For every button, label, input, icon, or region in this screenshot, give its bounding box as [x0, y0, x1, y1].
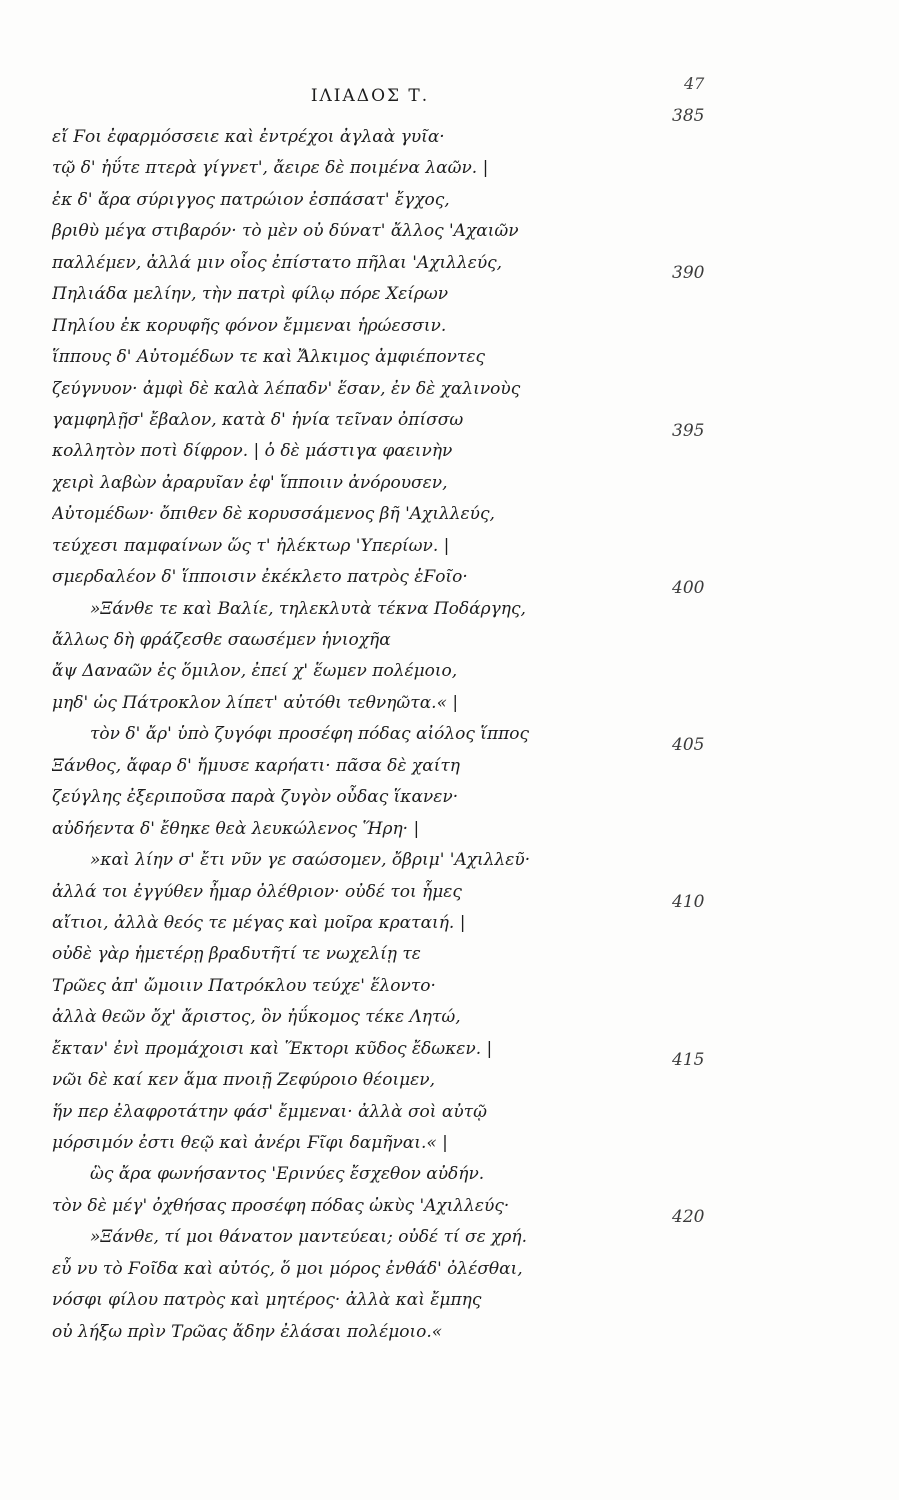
verse-line: ἀλλὰ θεῶν ὄχ' ἄριστος, ὃν ἠΰκομος τέκε Λητώ,	[52, 1007, 461, 1028]
verse-line: ἥν περ ἐλαφροτάτην φάσ' ἔμμεναι· ἀλλὰ σοὶ αὐτῷ	[52, 1101, 487, 1122]
verse-line: τῷ δ' ἠΰτε πτερὰ γίγνετ', ἄειρε δὲ ποιμένα λαῶν. |	[52, 158, 489, 179]
verse-line: μόρσιμόν ἐστι θεῷ καὶ ἀνέρι Ϝῖφι δαμῆναι.« |	[52, 1133, 448, 1153]
verse-line: βριθὺ μέγα στιβαρόν· τὸ μὲν οὐ δύνατ' ἄλλος 'Αχαιῶν	[52, 221, 519, 242]
running-head: ΙΛΙΑΔΟΣ Τ.	[310, 86, 430, 106]
verse-line: ἔκταν' ἐνὶ προμάχοισι καὶ Ἕκτορι κῦδος ἔδωκεν. |	[52, 1038, 493, 1059]
verse-line: παλλέμεν, ἀλλά μιν οἶος ἐπίστατο πῆλαι 'Αχιλλεύς,	[52, 252, 503, 273]
verse-line: χειρὶ λαβὼν ἀραρυῖαν ἐφ' ἵπποιιν ἀνόρουσεν,	[52, 472, 448, 493]
verse-line-number: 405	[672, 735, 705, 755]
verse-line: οὐ λήξω πρὶν Τρῶας ἄδην ἐλάσαι πολέμοιο.«	[52, 1321, 443, 1342]
verse-line: κολλητὸν ποτὶ δίφρον. | ὁ δὲ μάστιγα φαεινὴν	[52, 441, 453, 462]
verse-line: »καὶ λίην σ' ἔτι νῦν γε σαώσομεν, ὄβριμ' 'Αχιλλεῦ·	[90, 850, 531, 871]
verse-line: τὸν δὲ μέγ' ὀχθήσας προσέφη πόδας ὠκὺς 'Αχιλλεύς·	[52, 1195, 510, 1216]
verse-line: αὐδήεντα δ' ἔθηκε θεὰ λευκώλενος Ἥρη· |	[52, 818, 420, 839]
verse-line: εὖ νυ τὸ Ϝοῖδα καὶ αὐτός, ὅ μοι μόρος ἐνθάδ' ὀλέσθαι,	[52, 1258, 523, 1279]
verse-line: εἴ Ϝοι ἐφαρμόσσειε καὶ ἐντρέχοι ἀγλαὰ γυῖα·	[52, 127, 445, 147]
verse-line: ἵππους δ' Αὐτομέδων τε καὶ Ἄλκιμος ἀμφιέποντες	[52, 347, 485, 368]
verse-line-number: 420	[672, 1206, 705, 1227]
verse-line: τεύχεσι παμφαίνων ὥς τ' ἠλέκτωρ 'Υπερίων. |	[52, 535, 450, 556]
verse-line: »Ξάνθε τε καὶ Βαλίε, τηλεκλυτὰ τέκνα Ποδάργης,	[90, 598, 526, 619]
verse-line: »Ξάνθε, τί μοι θάνατον μαντεύεαι; οὐδέ τί σε χρή.	[90, 1227, 528, 1248]
verse-line: αἴτιοι, ἀλλὰ θεός τε μέγας καὶ μοῖρα κραταιή. |	[52, 912, 466, 933]
verse-line: οὐδὲ γὰρ ἡμετέρῃ βραδυτῆτί τε νωχελίῃ τε	[52, 944, 421, 965]
verse-line: ἀλλά τοι ἐγγύθεν ἦμαρ ὀλέθριον· οὐδέ τοι ἧμες	[52, 881, 462, 902]
verse-line: ἄλλως δὴ φράζεσθε σαωσέμεν ἡνιοχῆα	[52, 630, 391, 650]
verse-line-number: 385	[672, 106, 705, 126]
poem-text	[52, 122, 662, 1348]
verse-line: Ξάνθος, ἄφαρ δ' ἤμυσε καρήατι· πᾶσα δὲ χαίτη	[52, 755, 460, 776]
verse-line: ἄψ Δαναῶν ἐς ὅμιλον, ἐπεί χ' ἕωμεν πολέμοιο,	[52, 661, 458, 682]
verse-line: νῶι δὲ καί κεν ἅμα πνοιῇ Ζεφύροιο θέοιμεν,	[52, 1070, 436, 1091]
verse-line: Αὐτομέδων· ὄπιθεν δὲ κορυσσάμενος βῆ 'Αχιλλεύς,	[52, 504, 495, 525]
page-number: 47	[684, 74, 705, 93]
verse-line: ἐκ δ' ἄρα σύριγγος πατρώιον ἐσπάσατ' ἔγχος,	[52, 189, 450, 210]
verse-line: νόσφι φίλου πατρὸς καὶ μητέρος· ἀλλὰ καὶ ἔμπης	[52, 1290, 482, 1311]
verse-line: Τρῶες ἀπ' ὤμοιιν Πατρόκλου τεύχε' ἕλοντο·	[52, 975, 436, 996]
verse-line: μηδ' ὡς Πάτροκλον λίπετ' αὐτόθι τεθνηῶτα.« |	[52, 692, 459, 713]
verse-line: γαμφηλῇσ' ἔβαλον, κατὰ δ' ἡνία τεῖναν ὀπίσσω	[52, 409, 464, 430]
verse-line-number: 390	[672, 263, 705, 284]
verse-line: σμερδαλέον δ' ἵπποισιν ἐκέκλετο πατρὸς ἑϜοῖο·	[52, 567, 468, 588]
verse-line: ζεύγλης ἐξεριποῦσα παρὰ ζυγὸν οὖδας ἵκανεν·	[52, 787, 459, 808]
verse-line: ὣς ἄρα φωνήσαντος 'Ερινύες ἔσχεθον αὐδήν.	[90, 1164, 485, 1185]
verse-line-number: 415	[672, 1049, 705, 1070]
verse-line: Πηλίου ἐκ κορυφῆς φόνον ἔμμεναι ἡρώεσσιν.	[52, 315, 447, 336]
verse-line: Πηλιάδα μελίην, τὴν πατρὶ φίλῳ πόρε Χείρων	[52, 284, 449, 305]
verse-line-number: 400	[672, 577, 705, 598]
verse-line: ζεύγνυον· ἀμφὶ δὲ καλὰ λέπαδν' ἕσαν, ἐν δὲ χαλινοὺς	[52, 378, 521, 399]
verse-line-number: 410	[672, 892, 705, 913]
verse-line: τὸν δ' ἄρ' ὑπὸ ζυγόφι προσέφη πόδας αἰόλος ἵππος	[90, 724, 530, 745]
verse-line-number: 395	[672, 420, 705, 441]
